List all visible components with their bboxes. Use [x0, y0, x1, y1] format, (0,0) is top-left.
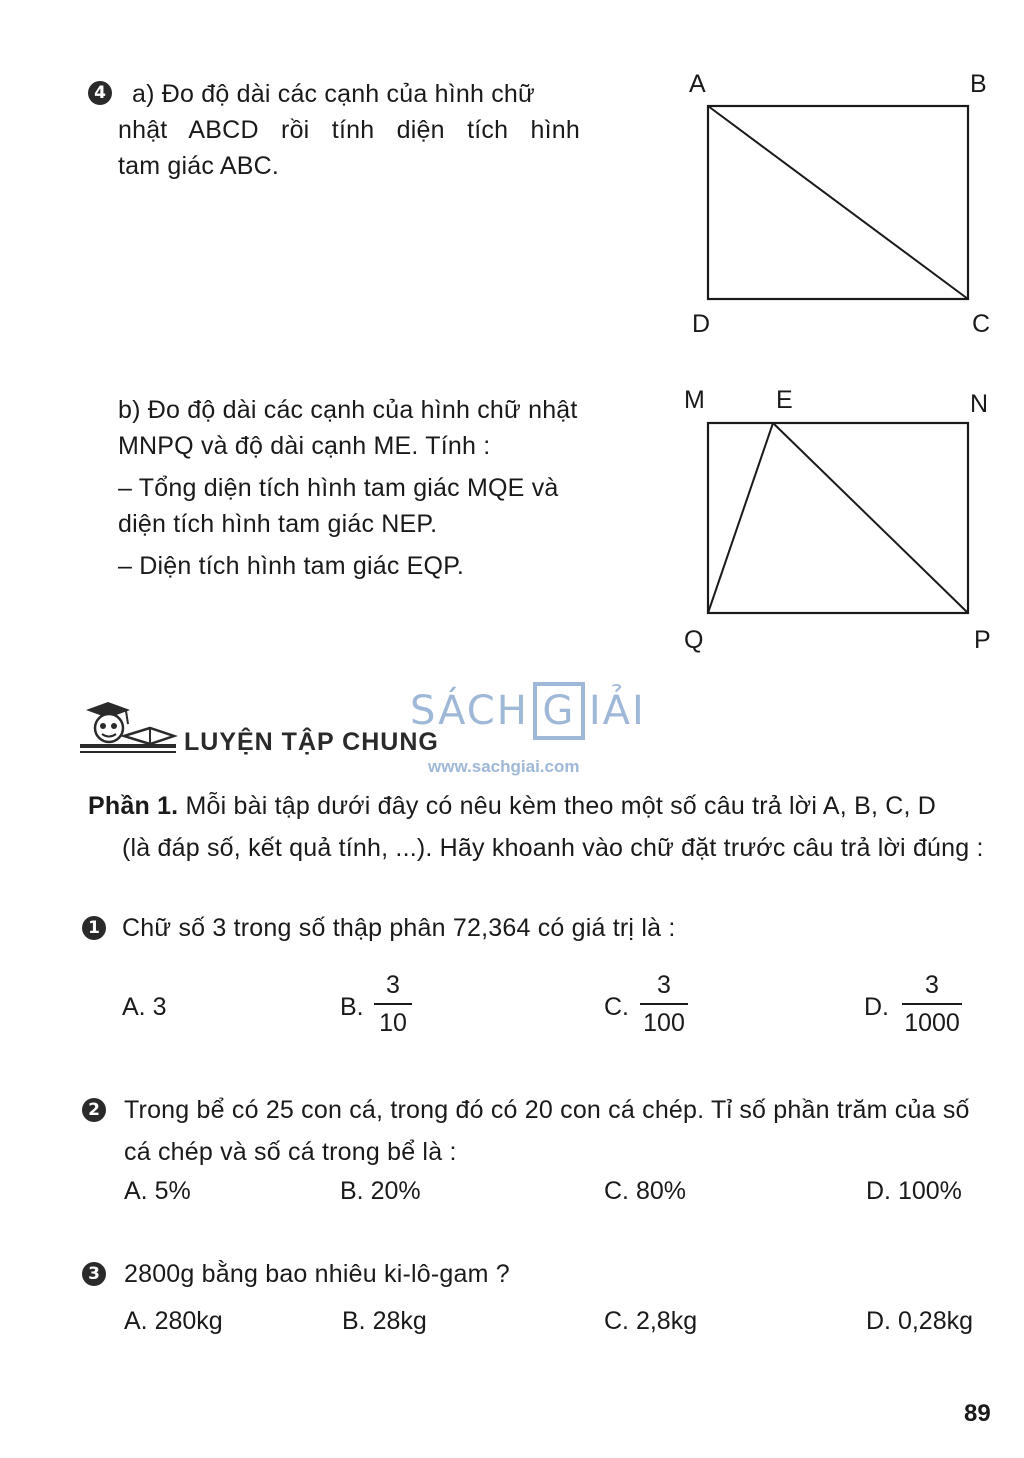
fraction-denominator: 10	[379, 1009, 407, 1037]
question-2-option-c[interactable]: C. 80%	[604, 1177, 686, 1205]
rectangle-mnpq	[708, 423, 968, 613]
question-1-option-d-label[interactable]: D.	[864, 993, 889, 1021]
question-3-option-a[interactable]: A. 280kg	[124, 1307, 223, 1335]
vertex-label-e: E	[776, 386, 793, 414]
question-3-badge: 3	[82, 1262, 106, 1286]
question-2-option-a[interactable]: A. 5%	[124, 1177, 191, 1205]
fraction-numerator: 3	[386, 971, 400, 999]
vertex-label-a: A	[689, 70, 706, 98]
watermark-brand-letter: G	[542, 688, 576, 734]
fraction-numerator: 3	[925, 971, 939, 999]
part1-instruction-1: Mỗi bài tập dưới đây có nêu kèm theo một số câu trả lời A, B, C, D	[185, 792, 937, 820]
fraction-bar	[374, 1003, 412, 1005]
fraction-bar	[902, 1003, 962, 1005]
part1-intro-line-2: (là đáp số, kết quả tính, ...). Hãy khoanh vào chữ đặt trước câu trả lời đúng :	[122, 834, 984, 862]
exercise-4a-line-2: nhật ABCD rồi tính diện tích hình	[118, 116, 580, 144]
question-1-option-b-fraction[interactable]	[374, 970, 412, 1038]
fraction-denominator: 100	[643, 1009, 685, 1037]
rectangle-mnpq-figure	[680, 400, 1000, 640]
exercise-number-badge: 4	[88, 81, 112, 105]
exercise-4a-line-3: tam giác ABC.	[118, 152, 279, 180]
question-2-text-line-2: cá chép và số cá trong bể là :	[124, 1138, 457, 1166]
exercise-4b-line-3: – Tổng diện tích hình tam giác MQE và	[118, 474, 559, 502]
part1-label: Phần 1.	[88, 792, 179, 820]
question-2-badge: 2	[82, 1098, 106, 1122]
question-3-text: 2800g bằng bao nhiêu ki-lô-gam ?	[124, 1260, 510, 1288]
question-1-option-b-label[interactable]: B.	[340, 993, 364, 1021]
question-1-badge: 1	[82, 916, 106, 940]
section-title: LUYỆN TẬP CHUNG	[184, 728, 439, 756]
question-1-option-d-fraction[interactable]	[902, 970, 962, 1038]
segment-ep	[773, 423, 968, 613]
vertex-label-d: D	[692, 310, 711, 338]
fraction-denominator: 1000	[904, 1009, 960, 1037]
student-with-book-icon	[78, 694, 178, 756]
question-1-option-c-fraction[interactable]	[640, 970, 688, 1038]
exercise-4b-line-4: diện tích hình tam giác NEP.	[118, 510, 438, 538]
exercise-4b-line-1: b) Đo độ dài các cạnh của hình chữ nhật	[118, 396, 578, 424]
watermark-logo	[410, 682, 646, 742]
vertex-label-m: M	[684, 386, 705, 414]
question-1-text: Chữ số 3 trong số thập phân 72,364 có giá trị là :	[122, 914, 676, 942]
exercise-4b-line-2: MNPQ và độ dài cạnh ME. Tính :	[118, 432, 491, 460]
question-1-option-a[interactable]: A. 3	[122, 993, 167, 1021]
watermark-url: www.sachgiai.com	[428, 757, 580, 776]
fraction-bar	[640, 1003, 688, 1005]
question-2-option-d[interactable]: D. 100%	[866, 1177, 962, 1205]
vertex-label-n: N	[970, 390, 989, 418]
diagonal-ac	[708, 106, 968, 299]
exercise-4b-line-5: – Diện tích hình tam giác EQP.	[118, 552, 465, 580]
question-2-text-line-1: Trong bể có 25 con cá, trong đó có 20 con cá chép. Tỉ số phần trăm của số	[124, 1096, 970, 1124]
vertex-label-p: P	[974, 626, 991, 654]
watermark-brand-part-1: SÁCH	[410, 688, 529, 734]
watermark-brand-box	[533, 682, 585, 740]
question-1-option-c-label[interactable]: C.	[604, 993, 629, 1021]
segment-eq	[708, 423, 773, 613]
vertex-label-b: B	[970, 70, 987, 98]
question-3-option-d[interactable]: D. 0,28kg	[866, 1307, 974, 1335]
page-number: 89	[964, 1400, 991, 1427]
vertex-label-c: C	[972, 310, 991, 338]
part1-intro-line-1	[88, 788, 992, 824]
vertex-label-q: Q	[684, 626, 704, 654]
rectangle-abcd-figure	[680, 60, 1000, 350]
question-3-option-b[interactable]: B. 28kg	[342, 1307, 427, 1335]
question-3-option-c[interactable]: C. 2,8kg	[604, 1307, 698, 1335]
exercise-4a-line-1: a) Đo độ dài các cạnh của hình chữ	[132, 80, 535, 108]
fraction-numerator: 3	[657, 971, 671, 999]
watermark-brand-part-2: IẢI	[588, 688, 646, 734]
question-2-option-b[interactable]: B. 20%	[340, 1177, 421, 1205]
